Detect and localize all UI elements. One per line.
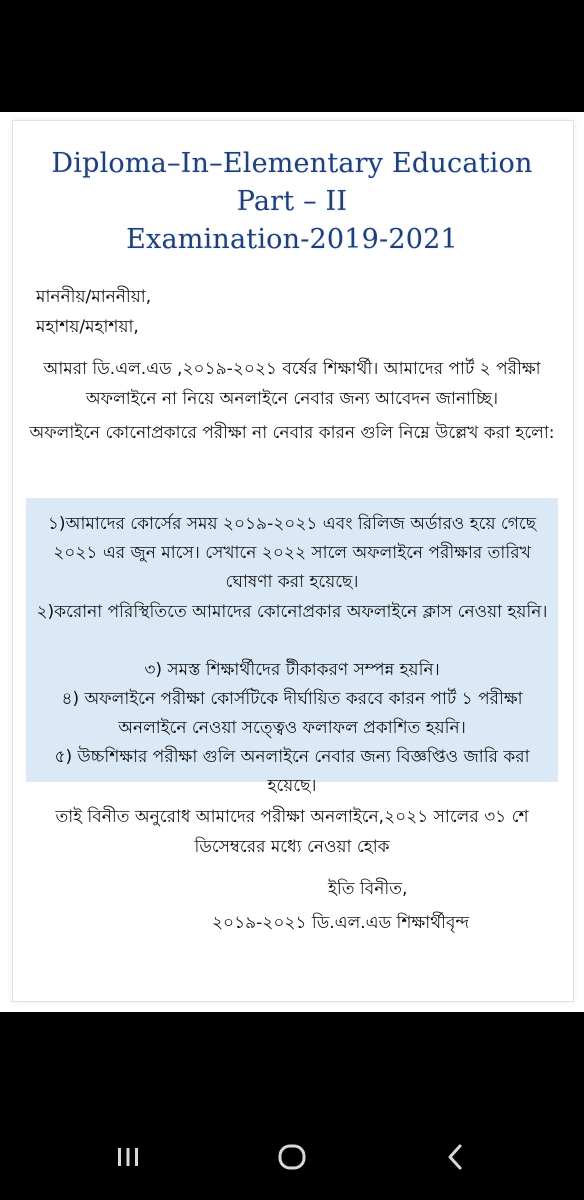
home-button[interactable] — [262, 1134, 322, 1182]
document-image — [0, 112, 584, 1012]
doc-title-line3: Examination-2019-2021 — [126, 224, 458, 255]
recent-apps-icon — [113, 1142, 143, 1172]
reason-4: ৪) অফলাইনে পরীক্ষা কোর্সটিকে দীর্ঘায়িত করবে কারন পার্ট ১ পরীক্ষা অনলাইনে নেওয়া সত্ত্বেও ফলাফল প্রকাশিত হয়নি। — [61, 689, 523, 738]
salutation-1: মাননীয়/মাননীয়া, — [36, 287, 152, 307]
reasons-intro: অফলাইনে কোনোপ্রকারে পরীক্ষা না নেবার কারন গুলি নিম্নে উল্লেখ করা হলো: — [29, 423, 555, 443]
navigation-bar — [0, 1120, 584, 1200]
back-icon — [441, 1142, 471, 1172]
recent-apps-button[interactable] — [98, 1134, 158, 1182]
back-button[interactable] — [426, 1134, 486, 1182]
intro-paragraph: আমরা ডি.এল.এড ,২০১৯-২০২১ বর্ষের শিক্ষার্থী। আমাদের পার্ট ২ পরীক্ষা অফলাইনে না নিয়ে অনলাইনে নেবার জন্য আবেদন জানাচ্ছি। — [43, 359, 541, 409]
reason-3: ৩) সমস্ত শিক্ষার্থীদের টীকাকরণ সম্পন্ন হয়নি। — [144, 660, 440, 680]
reason-1: ১)আমাদের কোর্সের সময় ২০১৯-২০২১ এবং রিলিজ অর্ডারও হয়ে গেছে ২০২১ এর জুন মাসে। সেখানে ২০২২ সালে অফলাইনে পরীক্ষার তারিখ ঘোষণা করা হয়েছে। — [47, 514, 537, 592]
salutation-2: মহাশয়/মহাশয়া, — [36, 317, 139, 337]
closing-request: তাই বিনীত অনুরোধ আমাদের পরীক্ষা অনলাইনে,২০২১ সালের ৩১ শে ডিসেম্বরের মধ্যে নেওয়া হোক — [55, 807, 529, 857]
home-icon — [276, 1142, 308, 1172]
doc-title-line2: Part – II — [236, 186, 348, 217]
doc-title-line1: Diploma–In–Elementary Education — [51, 148, 533, 179]
reason-2: ২)করোনা পরিস্থিতিতে আমাদের কোনোপ্রকার অফলাইনে ক্লাস নেওয়া হয়নি। — [36, 602, 548, 622]
reasons-box — [26, 498, 558, 796]
signature-line-1: ইতি বিনীত, — [328, 879, 408, 899]
reason-5: ৫) উচ্চশিক্ষার পরীক্ষা গুলি অনলাইনে নেবার জন্য বিজ্ঞপ্তিও জারি করা হয়েছে। — [54, 747, 530, 796]
signature-line-2: ২০১৯-২০২১ ডি.এল.এড শিক্ষার্থীবৃন্দ — [212, 913, 470, 933]
